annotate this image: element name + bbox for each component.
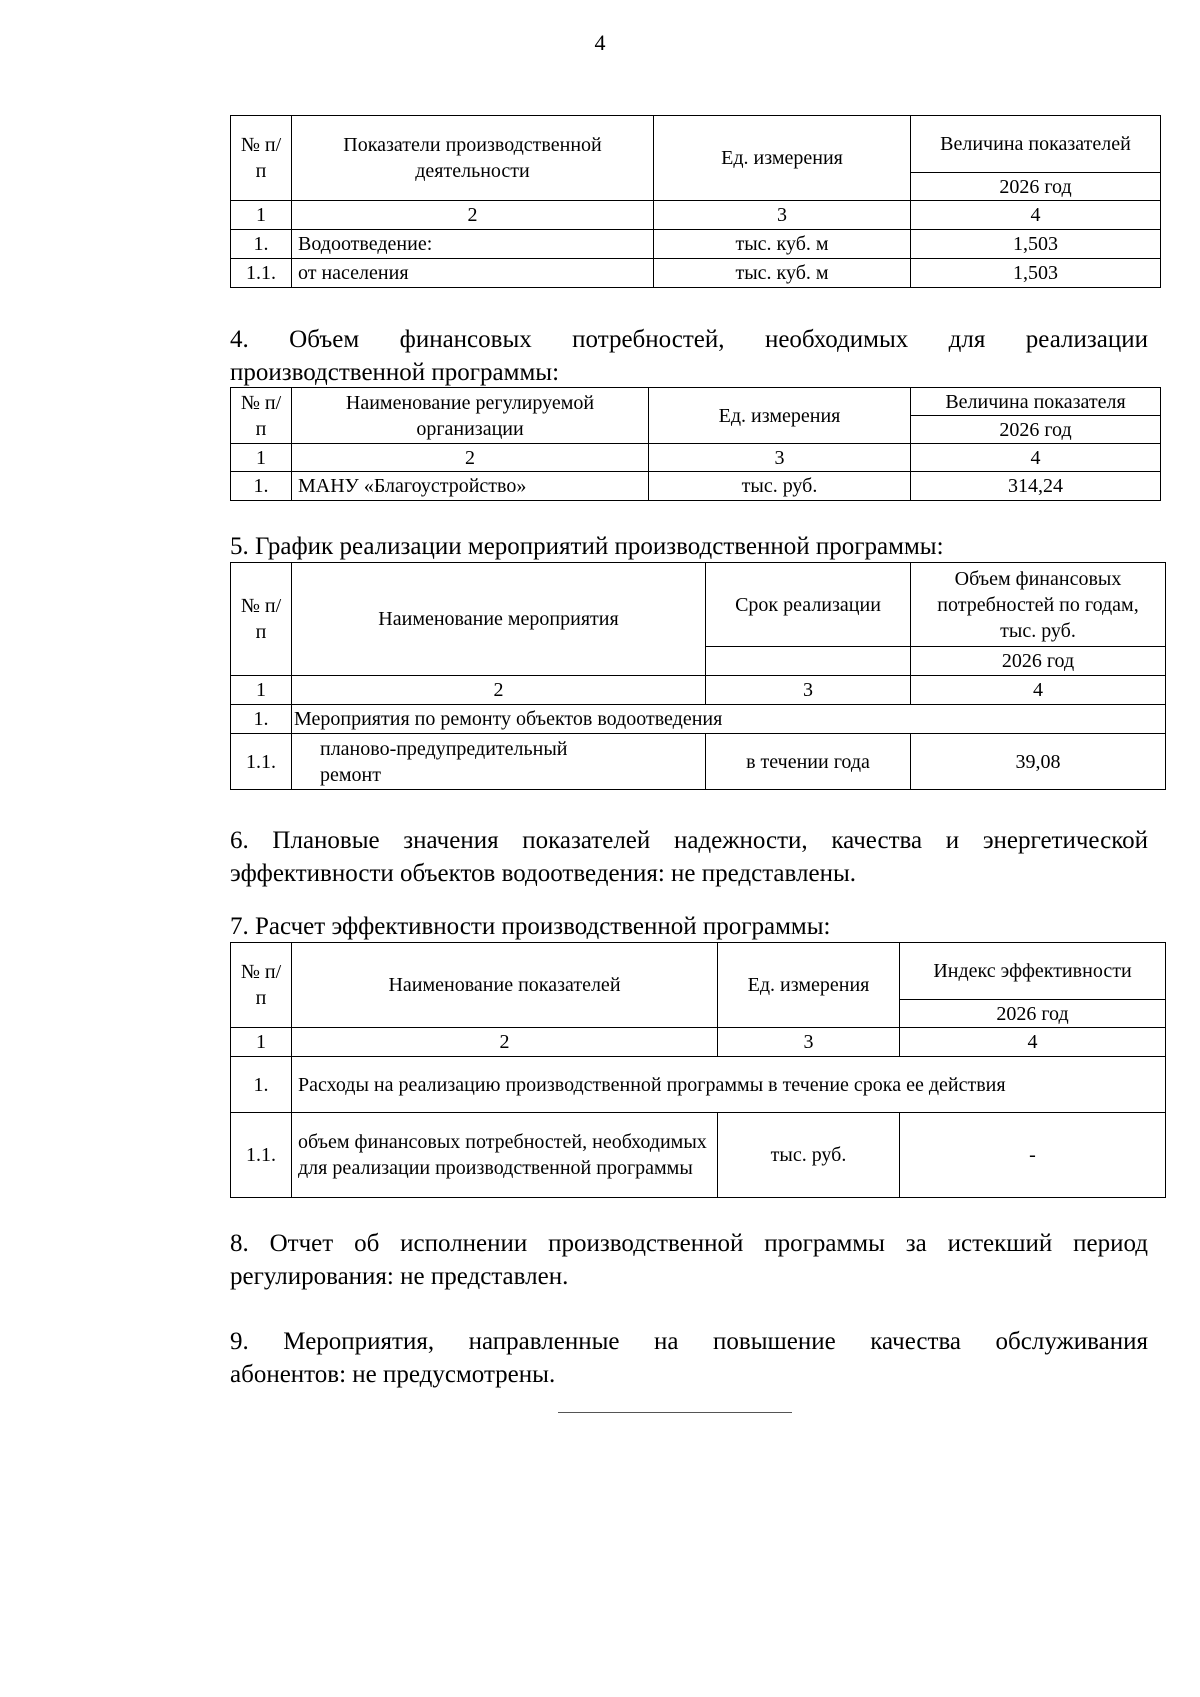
header-year: 2026 год: [911, 647, 1166, 676]
section-8-line1: 8. Отчет об исполнении производственной программы за истекший период: [230, 1230, 1148, 1257]
section-7-title: 7. Расчет эффективности производственной программы:: [230, 913, 831, 940]
header-unit: Ед. измерения: [649, 388, 911, 444]
financial-needs-table: [230, 387, 1161, 501]
schedule-table: [230, 562, 1166, 790]
page-number: 4: [594, 30, 606, 55]
header-term-empty: [706, 647, 911, 676]
row-name: Водоотведение:: [292, 230, 654, 259]
column-number: 2: [292, 1028, 718, 1057]
column-number: 2: [292, 201, 654, 230]
row-term: в течении года: [706, 734, 911, 790]
header-num: № п/п: [231, 388, 292, 444]
header-term: Срок реализации: [706, 563, 911, 647]
row-value: -: [900, 1113, 1166, 1198]
row-name: МАНУ «Благоустройство»: [292, 472, 649, 501]
row-name: объем финансовых потребностей, необходимых для реализации производственной программы: [292, 1113, 718, 1198]
column-number: 2: [292, 444, 649, 472]
row-num: 1.1.: [231, 734, 292, 790]
header-num: № п/п: [231, 563, 292, 676]
header-index: Индекс эффективности: [900, 943, 1166, 1000]
column-number: 1: [231, 676, 292, 705]
header-year: 2026 год: [911, 416, 1161, 444]
header-value: Величина показателя: [911, 388, 1161, 416]
header-unit: Ед. измерения: [718, 943, 900, 1028]
section-5-title: 5. График реализации мероприятий производственной программы:: [230, 533, 944, 560]
row-num: 1.1.: [231, 259, 292, 288]
row-unit: тыс. куб. м: [654, 230, 911, 259]
column-number: 1: [231, 201, 292, 230]
row-unit: тыс. куб. м: [654, 259, 911, 288]
section-4-title-line1: 4. Объем финансовых потребностей, необходимых для реализации: [230, 326, 1148, 353]
column-number-row: [231, 201, 1161, 230]
column-number: 2: [292, 676, 706, 705]
section-6-line2: эффективности объектов водоотведения: не представлены.: [230, 860, 857, 887]
group-num: 1.: [231, 705, 292, 734]
header-num: № п/п: [231, 943, 292, 1028]
group-name: Мероприятия по ремонту объектов водоотведения: [292, 705, 1166, 734]
column-number: 4: [900, 1028, 1166, 1057]
row-unit: тыс. руб.: [718, 1113, 900, 1198]
column-number: 3: [718, 1028, 900, 1057]
group-row: [231, 1057, 1166, 1113]
section-9-line1: 9. Мероприятия, направленные на повышение качества обслуживания: [230, 1328, 1148, 1355]
row-num: 1.1.: [231, 1113, 292, 1198]
column-number: 4: [911, 201, 1161, 230]
header-name: Наименование мероприятия: [292, 563, 706, 676]
column-number: 4: [911, 676, 1166, 705]
column-number-row: [231, 444, 1161, 472]
column-number-row: [231, 1028, 1166, 1057]
header-org: Наименование регулируемой организации: [292, 388, 649, 444]
column-number: 3: [706, 676, 911, 705]
table-row: [231, 1113, 1166, 1198]
header-num: № п/п: [231, 116, 292, 201]
section-8-line2: регулирования: не представлен.: [230, 1263, 569, 1290]
column-number-row: [231, 676, 1166, 705]
row-name: планово-предупредительный ремонт: [292, 734, 706, 790]
row-value: 314,24: [911, 472, 1161, 501]
efficiency-table: [230, 942, 1166, 1198]
section-4-title-line2: производственной программы:: [230, 359, 560, 386]
group-name: Расходы на реализацию производственной программы в течение срока ее действия: [292, 1057, 1166, 1113]
header-volume: Объем финансовых потребностей по годам, тыс. руб.: [911, 563, 1166, 647]
header-year: 2026 год: [900, 1000, 1166, 1028]
header-unit: Ед. измерения: [654, 116, 911, 201]
section-6-line1: 6. Плановые значения показателей надежности, качества и энергетической: [230, 827, 1148, 854]
header-value: Величина показателей: [911, 116, 1161, 173]
table-row: [231, 734, 1166, 790]
column-number: 1: [231, 444, 292, 472]
group-row: [231, 705, 1166, 734]
header-name: Наименование показателей: [292, 943, 718, 1028]
row-value: 1,503: [911, 230, 1161, 259]
production-indicators-table: [230, 115, 1161, 288]
row-unit: тыс. руб.: [649, 472, 911, 501]
column-number: 1: [231, 1028, 292, 1057]
end-separator-line: [558, 1412, 792, 1413]
row-num: 1.: [231, 472, 292, 501]
row-value: 1,503: [911, 259, 1161, 288]
table-row: [231, 259, 1161, 288]
header-year: 2026 год: [911, 173, 1161, 201]
row-name: от населения: [292, 259, 654, 288]
header-indicator: Показатели производственной деятельности: [292, 116, 654, 201]
group-num: 1.: [231, 1057, 292, 1113]
table-row: [231, 230, 1161, 259]
row-value: 39,08: [911, 734, 1166, 790]
column-number: 3: [649, 444, 911, 472]
column-number: 4: [911, 444, 1161, 472]
table-row: [231, 472, 1161, 501]
row-num: 1.: [231, 230, 292, 259]
section-9-line2: абонентов: не предусмотрены.: [230, 1361, 556, 1388]
column-number: 3: [654, 201, 911, 230]
